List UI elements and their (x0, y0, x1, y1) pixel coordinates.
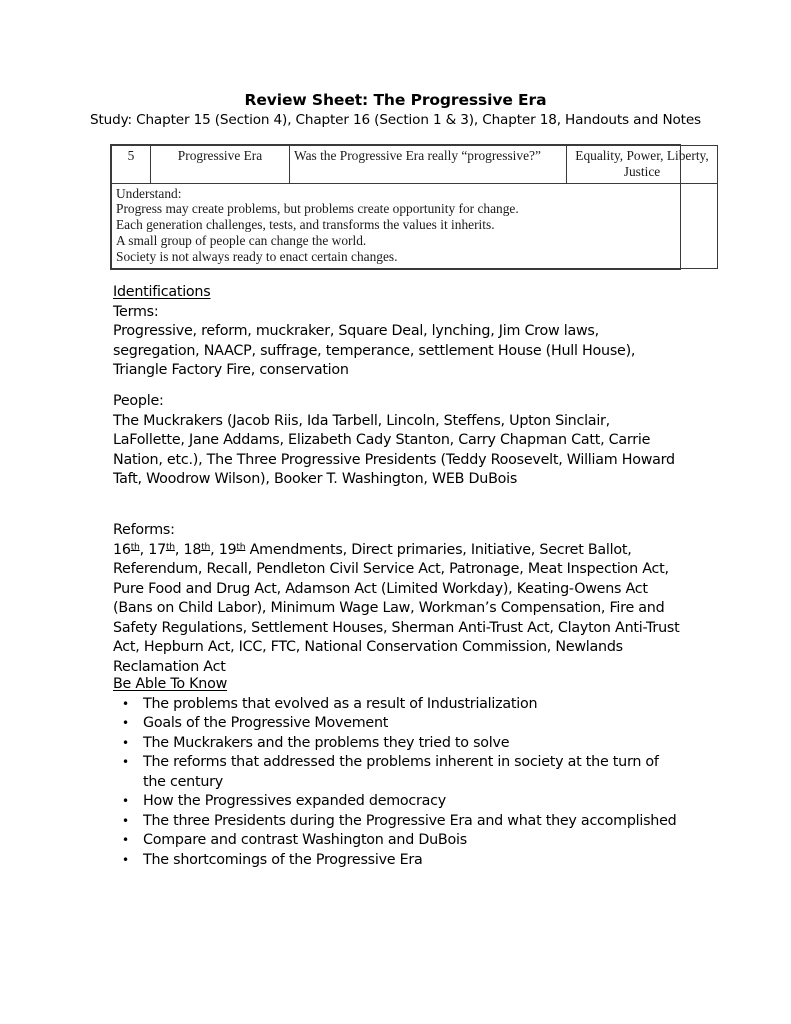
page-subtitle: Study: Chapter 15 (Section 4), Chapter 16 (Section 1 & 3), Chapter 18, Handouts and Notes (90, 112, 701, 128)
list-item: • The problems that evolved as a result of Industrialization (113, 695, 681, 715)
be-able-to-know-heading: Be Able To Know (113, 676, 228, 692)
amendment-number: 18 (183, 541, 202, 558)
table-row (112, 183, 718, 268)
page-title: Review Sheet: The Progressive Era (244, 91, 547, 109)
amendment-ordinal-suffix: th (236, 541, 246, 552)
table-cell-themes: Equality, Power, Liberty, Justice (567, 146, 718, 184)
table-cell-topic: Progressive Era (151, 146, 290, 184)
amendment-number: 16 (113, 541, 131, 558)
identifications-heading: Identifications (113, 284, 211, 300)
reforms-label: Reforms: (113, 522, 175, 538)
amendments-run: 16th, 17th, 18th, 19th (113, 541, 246, 558)
understand-statement: Each generation challenges, tests, and transforms the values it inherits. (116, 217, 495, 233)
list-item: • Goals of the Progressive Movement (113, 714, 681, 734)
be-able-to-know-list (113, 695, 681, 871)
terms-text: Progressive, reform, muckraker, Square Deal, lynching, Jim Crow laws, segregation, NAACP, suffrage, temperance, settlement House (Hull House), Triangle Factory Fire, conservation (113, 323, 636, 378)
reforms-section (113, 521, 681, 677)
amendment-number: 19 (218, 541, 237, 558)
reforms-body-text: Amendments, Direct primaries, Initiative, Secret Ballot, Referendum, Recall, Pendleton Civil Service Act, Patronage, Meat Inspection Act, Pure Food and Drug Act, Adamson Act (Limited Workday), Keating-Owens Act (Bans on Child Labor), Minimum Wage Law, Workman’s Compensation, Fire and Safety Regulations, Settlement Houses, Sherman Anti-Trust Act, Clayton Anti-Trust Act, Hepburn Act, ICC, FTC, National Conservation Commission, Newlands Reclamation Act (113, 541, 680, 675)
list-item: • How the Progressives expanded democracy (113, 792, 681, 812)
understand-statement: A small group of people can change the world. (116, 233, 367, 249)
terms-label: Terms: (113, 303, 159, 320)
unit-overview-table (110, 144, 709, 270)
table-cell-understand (112, 183, 718, 268)
be-able-to-know-section (113, 675, 681, 870)
list-item: • The shortcomings of the Progressive Era (113, 851, 681, 871)
reforms-text (113, 541, 681, 678)
amendment-ordinal-suffix: th (130, 541, 140, 552)
understand-label: Understand: (116, 185, 182, 201)
amendment-number: 17 (148, 541, 166, 558)
list-item: • The reforms that addressed the problems inherent in society at the turn of the century (113, 753, 681, 792)
people-section (113, 392, 681, 490)
people-text: The Muckrakers (Jacob Riis, Ida Tarbell, Lincoln, Steffens, Upton Sinclair, LaFollette, Jane Addams, Elizabeth Cady Stanton, Carry Chapman Catt, Carrie Nation, etc.), The Three Progressive Presidents (Teddy Roosevelt, William Howard Taft, Woodrow Wilson), Booker T. Washington, WEB DuBois (113, 412, 675, 487)
list-item: • The three Presidents during the Progressive Era and what they accomplished (113, 812, 681, 832)
understand-statement: Society is not always ready to enact certain changes. (116, 248, 398, 264)
amendment-ordinal-suffix: th (165, 541, 175, 552)
table-cell-essential-question: Was the Progressive Era really “progressive?” (290, 146, 567, 184)
table-row (112, 146, 718, 184)
list-item: • Compare and contrast Washington and DuBois (113, 831, 681, 851)
list-item: • The Muckrakers and the problems they tried to solve (113, 734, 681, 754)
identifications-section (113, 283, 681, 381)
amendment-ordinal-suffix: th (201, 541, 211, 552)
understand-statement: Progress may create problems, but problems create opportunity for change. (116, 201, 519, 217)
table-cell-unit-number: 5 (112, 146, 151, 184)
people-label: People: (113, 393, 164, 409)
